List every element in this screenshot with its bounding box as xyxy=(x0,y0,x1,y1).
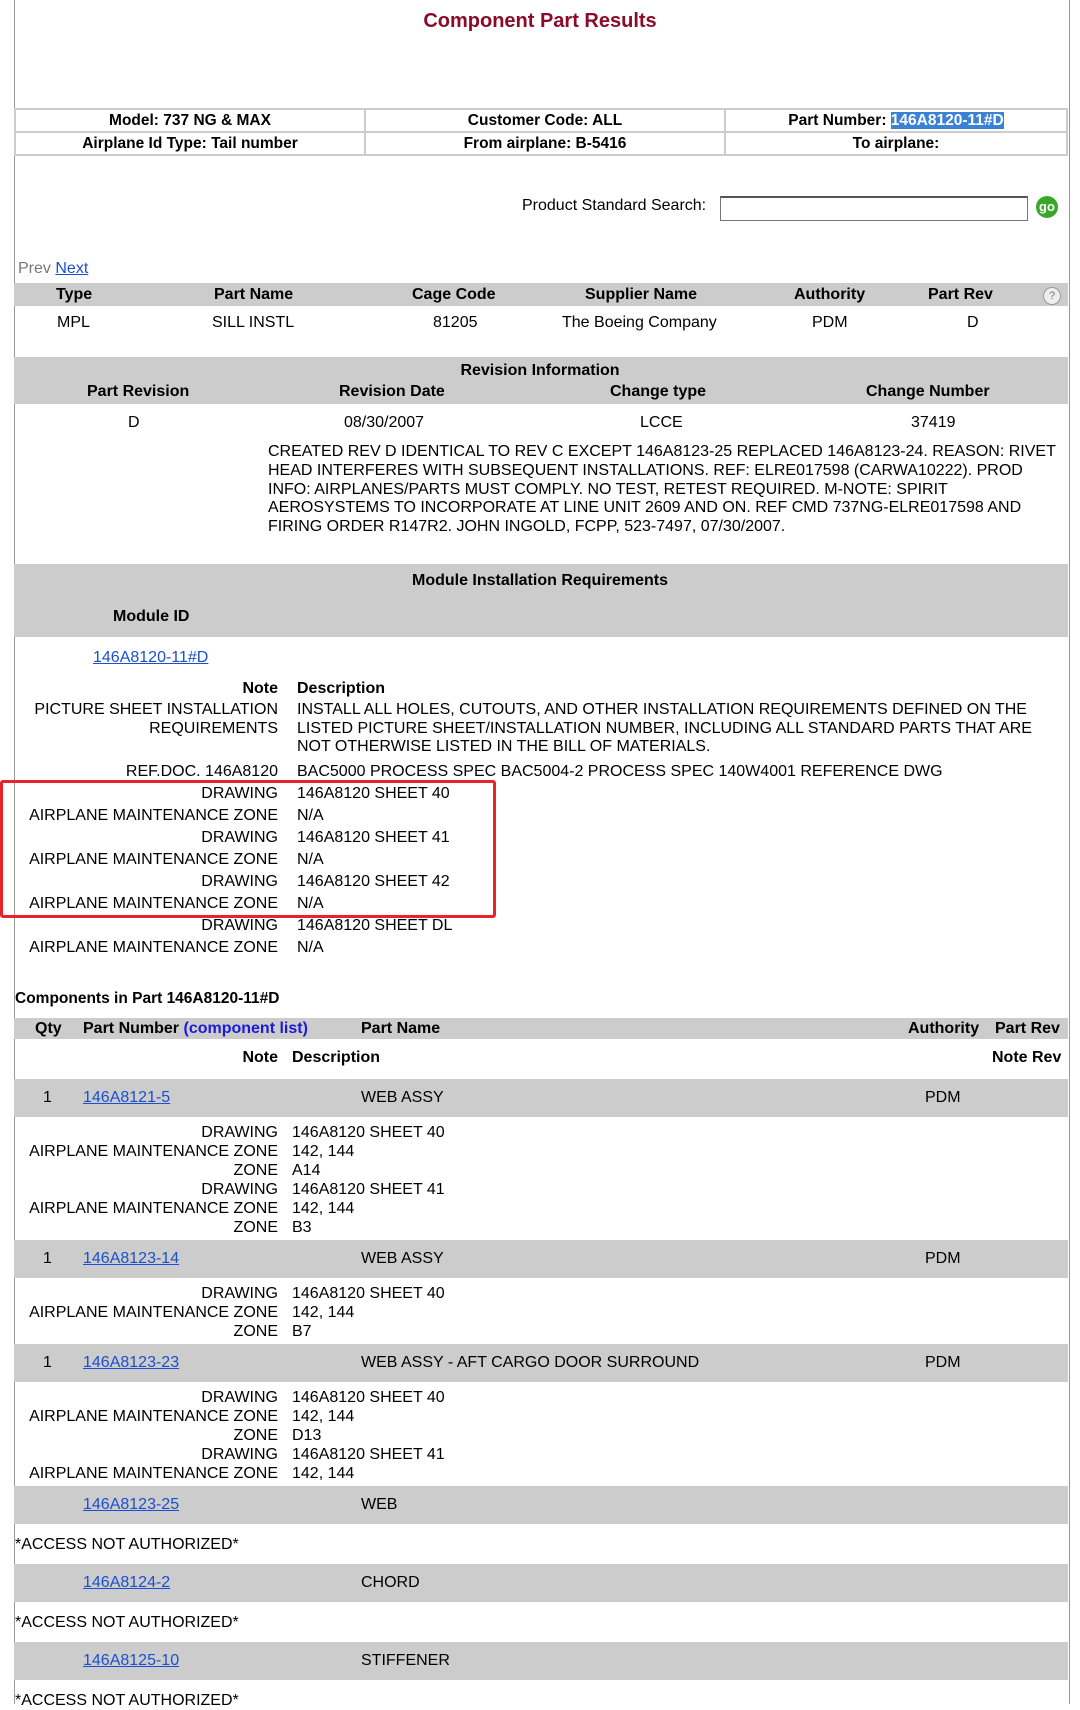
header-info-table xyxy=(14,108,1068,156)
col-part-name: Part Name xyxy=(214,286,294,303)
component-part-name: STIFFENER xyxy=(361,1652,450,1669)
comp-col-part-name: Part Name xyxy=(361,1020,441,1037)
module-id-header: Module ID xyxy=(113,608,190,625)
module-desc-header: Description xyxy=(297,680,386,697)
component-note-desc: 146A8120 SHEET 41 xyxy=(292,1181,445,1198)
component-note-desc: A14 xyxy=(292,1162,321,1179)
customer-code-cell: Customer Code: ALL xyxy=(365,109,725,132)
component-note-desc: 142, 144 xyxy=(292,1408,355,1425)
component-note-label: DRAWING xyxy=(201,1124,278,1141)
component-note-desc: 142, 144 xyxy=(292,1143,355,1160)
picture-sheet-note-line2: REQUIREMENTS xyxy=(149,719,278,737)
module-note-label: REF.DOC. 146A8120 xyxy=(125,763,278,780)
revision-description: CREATED REV D IDENTICAL TO REV C EXCEPT 146A8123-25 REPLACED 146A8123-24. REASON: RIVET HEAD INTERFERES WITH SUBSEQUENT INSTALLATIONS. REF: ELRE017598 (CARWA10222). PROD INFO: AIRPLANES/PARTS MUST COMPLY. NO TEST, RETEST REQUIRED. M-NOTE: SPIRIT AEROSYSTEMS TO INCORPORATE AT LINE UNIT 2609 AND ON. REF CMD 737NG-ELRE017598 AND FIRING ORDER R147R2. JOHN INGOLD, FCPP, 523-7497, 07/30/2007. xyxy=(268,443,1056,536)
module-note-desc: 146A8120 SHEET 41 xyxy=(297,829,450,846)
component-note-label: DRAWING xyxy=(201,1389,278,1406)
help-icon[interactable]: ? xyxy=(1043,287,1061,305)
part-table-header xyxy=(14,283,1068,306)
to-airplane-cell: To airplane: xyxy=(725,132,1067,155)
col-change-type: Change type xyxy=(610,383,707,400)
picture-sheet-note xyxy=(34,701,278,738)
col-part-rev: Part Rev xyxy=(928,286,993,303)
component-note-desc: 146A8120 SHEET 41 xyxy=(292,1446,445,1463)
component-qty: 1 xyxy=(43,1354,52,1371)
component-note-label: AIRPLANE MAINTENANCE ZONE xyxy=(29,1465,278,1482)
col-type: Type xyxy=(56,286,93,303)
component-part-link[interactable]: 146A8124-2 xyxy=(83,1574,171,1591)
cell-type: MPL xyxy=(57,314,90,331)
component-part-link[interactable]: 146A8123-14 xyxy=(83,1250,180,1267)
module-note-desc: 146A8120 SHEET DL xyxy=(297,917,453,934)
component-row-band xyxy=(14,1564,1068,1602)
module-note-desc: N/A xyxy=(297,807,324,824)
cell-part-rev: D xyxy=(967,314,979,331)
component-note-label: ZONE xyxy=(233,1323,278,1340)
component-note-label: ZONE xyxy=(233,1219,278,1236)
component-note-desc: 142, 144 xyxy=(292,1304,355,1321)
cell-cage-code: 81205 xyxy=(433,314,478,331)
comp-col-qty: Qty xyxy=(35,1020,62,1037)
component-part-name: WEB xyxy=(361,1496,398,1513)
component-part-name: WEB ASSY xyxy=(361,1250,444,1267)
component-note-desc: 146A8120 SHEET 40 xyxy=(292,1285,445,1302)
model-cell: Model: 737 NG & MAX xyxy=(15,109,365,132)
pager xyxy=(18,260,88,278)
component-note-desc: D13 xyxy=(292,1427,322,1444)
component-part-name: WEB ASSY xyxy=(361,1089,444,1106)
comp-col-authority: Authority xyxy=(908,1020,980,1037)
module-note-label: DRAWING xyxy=(201,829,278,846)
module-note-label: AIRPLANE MAINTENANCE ZONE xyxy=(29,807,278,824)
component-part-link[interactable]: 146A8123-25 xyxy=(83,1496,180,1513)
component-note-label: ZONE xyxy=(233,1162,278,1179)
module-note-desc: N/A xyxy=(297,895,324,912)
module-note-desc: 146A8120 SHEET 40 xyxy=(297,785,450,802)
comp-col-note: Note xyxy=(242,1049,278,1066)
component-qty: 1 xyxy=(43,1250,52,1267)
comp-col-description: Description xyxy=(292,1049,381,1066)
comp-col-part-number-label: Part Number xyxy=(83,1020,180,1037)
component-note-label: DRAWING xyxy=(201,1181,278,1198)
picture-sheet-note-line1: PICTURE SHEET INSTALLATION xyxy=(34,701,278,718)
component-qty: 1 xyxy=(43,1089,52,1106)
picture-sheet-description: INSTALL ALL HOLES, CUTOUTS, AND OTHER INSTALLATION REQUIREMENTS DEFINED ON THE LISTED PICTURE SHEET/INSTALLATION NUMBER, INCLUDING ALL STANDARD PARTS THAT ARE NOT OTHERWISE LISTED IN THE BILL OF MATERIALS. xyxy=(297,701,1032,755)
components-title: Components in Part 146A8120-11#D xyxy=(15,990,280,1007)
module-note-label: AIRPLANE MAINTENANCE ZONE xyxy=(29,851,278,868)
module-note-header: Note xyxy=(242,680,278,697)
component-part-name: CHORD xyxy=(361,1574,420,1591)
module-note-desc: N/A xyxy=(297,851,324,868)
component-note-desc: 146A8120 SHEET 40 xyxy=(292,1389,445,1406)
col-revision-date: Revision Date xyxy=(339,383,445,400)
component-part-link[interactable]: 146A8125-10 xyxy=(83,1652,180,1669)
component-authority: PDM xyxy=(925,1089,961,1106)
cell-part-revision: D xyxy=(128,414,140,431)
product-standard-search-input[interactable] xyxy=(720,196,1028,221)
component-note-desc: B3 xyxy=(292,1219,312,1236)
module-note-desc: BAC5000 PROCESS SPEC BAC5004-2 PROCESS SPEC 140W4001 REFERENCE DWG xyxy=(297,763,943,780)
component-list-link[interactable]: (component list) xyxy=(183,1020,308,1037)
part-number-value[interactable]: 146A8120-11#D xyxy=(890,111,1004,129)
component-authority: PDM xyxy=(925,1354,961,1371)
revision-title: Revision Information xyxy=(460,362,620,379)
next-link[interactable]: Next xyxy=(55,260,89,277)
comp-col-part-number xyxy=(83,1020,308,1038)
product-standard-search-label: Product Standard Search: xyxy=(522,197,707,214)
module-note-desc: 146A8120 SHEET 42 xyxy=(297,873,450,890)
module-note-label: AIRPLANE MAINTENANCE ZONE xyxy=(29,895,278,912)
airplane-id-type-cell: Airplane Id Type: Tail number xyxy=(15,132,365,155)
col-cage-code: Cage Code xyxy=(412,286,496,303)
module-note-label: AIRPLANE MAINTENANCE ZONE xyxy=(29,939,278,956)
cell-revision-date: 08/30/2007 xyxy=(344,414,425,431)
access-not-authorized: *ACCESS NOT AUTHORIZED* xyxy=(15,1614,239,1631)
module-note-label: DRAWING xyxy=(201,785,278,802)
comp-col-note-rev: Note Rev xyxy=(992,1049,1062,1066)
component-note-label: DRAWING xyxy=(201,1446,278,1463)
component-part-link[interactable]: 146A8123-23 xyxy=(83,1354,180,1371)
cell-authority: PDM xyxy=(812,314,848,331)
comp-col-part-rev: Part Rev xyxy=(995,1020,1060,1037)
prev-link: Prev xyxy=(18,260,51,277)
from-airplane-cell: From airplane: B-5416 xyxy=(365,132,725,155)
component-part-name: WEB ASSY - AFT CARGO DOOR SURROUND xyxy=(361,1354,700,1371)
component-part-link[interactable]: 146A8121-5 xyxy=(83,1089,171,1106)
col-supplier-name: Supplier Name xyxy=(585,286,698,303)
component-note-desc: B7 xyxy=(292,1323,312,1340)
component-note-label: AIRPLANE MAINTENANCE ZONE xyxy=(29,1304,278,1321)
component-note-desc: 146A8120 SHEET 40 xyxy=(292,1124,445,1141)
col-change-number: Change Number xyxy=(866,383,990,400)
component-note-label: AIRPLANE MAINTENANCE ZONE xyxy=(29,1143,278,1160)
access-not-authorized: *ACCESS NOT AUTHORIZED* xyxy=(15,1536,239,1553)
col-part-revision: Part Revision xyxy=(87,383,190,400)
cell-change-type: LCCE xyxy=(640,414,683,431)
component-row-band xyxy=(14,1079,1068,1117)
cell-supplier-name: The Boeing Company xyxy=(562,314,717,331)
component-note-label: AIRPLANE MAINTENANCE ZONE xyxy=(29,1200,278,1217)
part-number-label: Part Number: xyxy=(788,111,891,129)
component-authority: PDM xyxy=(925,1250,961,1267)
module-note-label: DRAWING xyxy=(201,873,278,890)
module-note-desc: N/A xyxy=(297,939,324,956)
component-note-desc: 142, 144 xyxy=(292,1465,355,1482)
module-title: Module Installation Requirements xyxy=(411,572,669,589)
module-id-link[interactable]: 146A8120-11#D xyxy=(93,649,209,666)
component-note-label: AIRPLANE MAINTENANCE ZONE xyxy=(29,1408,278,1425)
component-note-desc: 142, 144 xyxy=(292,1200,355,1217)
col-authority: Authority xyxy=(794,286,866,303)
part-number-cell xyxy=(725,109,1067,132)
component-note-label: ZONE xyxy=(233,1427,278,1444)
access-not-authorized: *ACCESS NOT AUTHORIZED* xyxy=(15,1692,239,1709)
page-title: Component Part Results xyxy=(423,10,657,32)
cell-change-number: 37419 xyxy=(911,414,956,431)
module-note-label: DRAWING xyxy=(201,917,278,934)
cell-part-name: SILL INSTL xyxy=(212,314,295,331)
component-note-label: DRAWING xyxy=(201,1285,278,1302)
go-button[interactable]: go xyxy=(1036,196,1058,218)
